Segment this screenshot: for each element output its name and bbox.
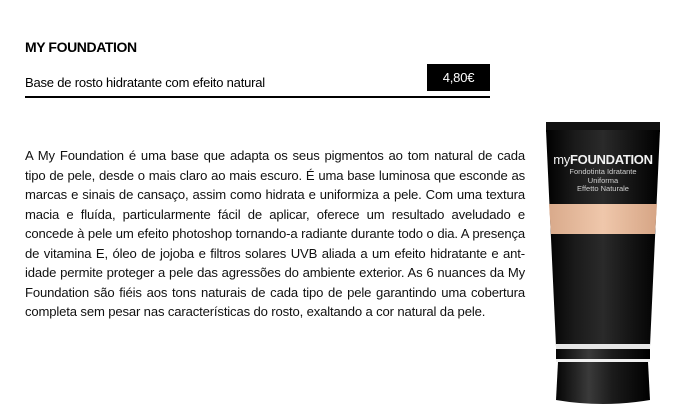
- shade-swatch: [549, 204, 657, 234]
- title-divider: [25, 96, 490, 98]
- price-badge: 4,80€: [427, 64, 490, 91]
- product-description: A My Foundation é uma base que adapta os seus pigmentos ao tom natural de cada tipo de pele, desde o mais claro ao mais escuro. É uma base luminosa que esconde as marcas e sinais de cansaço, assim como hidrata e uniformiza a pele. Com uma textura macia e fluída, particularmente fácil de aplicar, oferece um resultado aveludado e concede à pele um efeito photoshop tornando-a radiante durante todo o dia. A presença de vitamina E, óleo de jojoba e filtros solares UVB aliada a um efeito hidratante e ant-idade permite proteger a pele das agressões do ambiente exterior. As 6 nuances da My Foundation são fiéis aos tons naturais de cada tipo de pele garantindo uma cobertura completa sem pesar nas características do rosto, exaltando a cor natural da pele.: [25, 148, 525, 319]
- tube-line-1: Fondotinta Idratante: [569, 167, 637, 176]
- tube-label: [548, 153, 658, 193]
- tube-brand: myFOUNDATION: [553, 152, 653, 167]
- tube-line-3: Effetto Naturale: [577, 184, 629, 193]
- product-subtitle: Base de rosto hidratante com efeito natural: [25, 75, 265, 90]
- product-title: MY FOUNDATION: [25, 39, 137, 55]
- tube-line-2: Uniforma: [587, 175, 619, 185]
